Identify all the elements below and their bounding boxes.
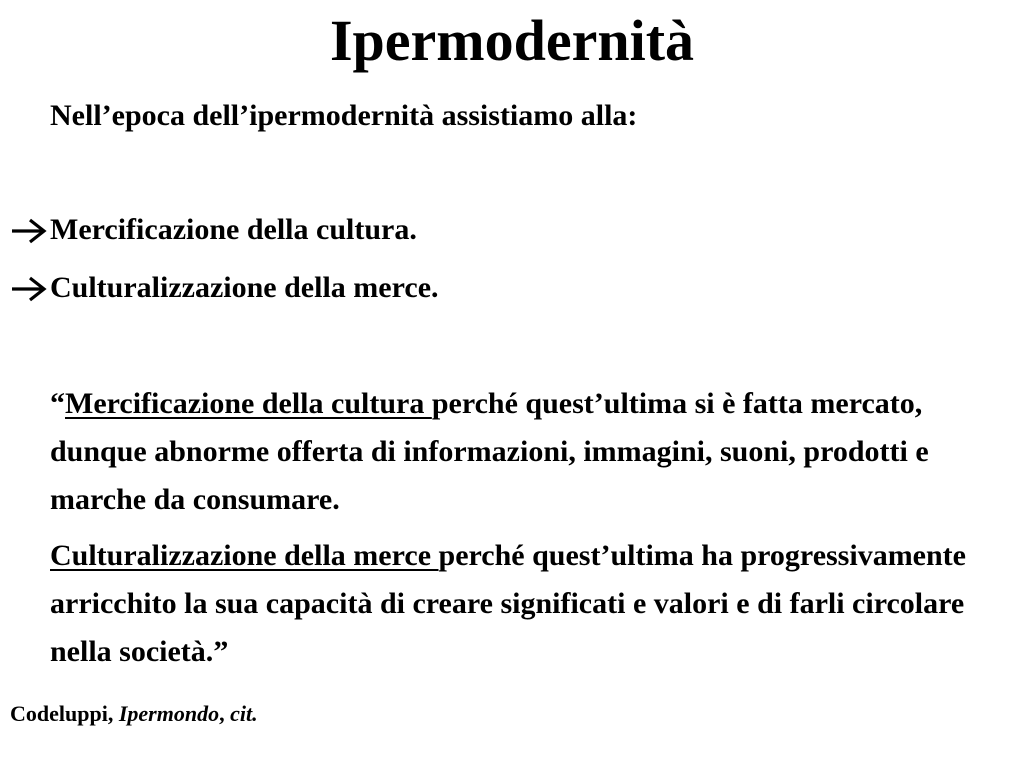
quote-text-2: perché quest’ultima ha progressivamente arricchito la sua capacità di creare significati e valori e di farli circolare nella società. <box>50 539 966 668</box>
citation-work: Ipermondo <box>118 701 220 726</box>
quote-close-mark: ” <box>213 635 229 668</box>
bullet-item-1 <box>8 210 417 250</box>
right-arrow-icon <box>8 210 50 250</box>
quote-paragraph-2 <box>50 532 1000 676</box>
bullet-text: Mercificazione della cultura. <box>50 213 417 246</box>
bullet-text: Culturalizzazione della merce. <box>50 271 439 304</box>
citation <box>10 698 258 730</box>
citation-author: Codeluppi, <box>10 701 119 726</box>
right-arrow-icon <box>8 268 50 308</box>
quote-paragraph-1 <box>50 380 1000 524</box>
quote-open-mark: “ <box>50 387 65 420</box>
quote-underlined-term-2: Culturalizzazione della merce <box>50 539 439 572</box>
quote-text-1: perché quest’ultima si è fatta mercato, dunque abnorme offerta di informazioni, immagini, suoni, prodotti e marche da consumare. <box>50 387 929 516</box>
slide-title: Ipermodernità <box>329 8 695 73</box>
citation-suffix: cit. <box>230 701 258 726</box>
intro-text: Nell’epoca dell’ipermodernità assistiamo alla: <box>50 99 638 132</box>
citation-comma: , <box>219 701 231 726</box>
bullet-item-2 <box>8 268 439 308</box>
quote-underlined-term-1: Mercificazione della cultura <box>65 387 432 420</box>
